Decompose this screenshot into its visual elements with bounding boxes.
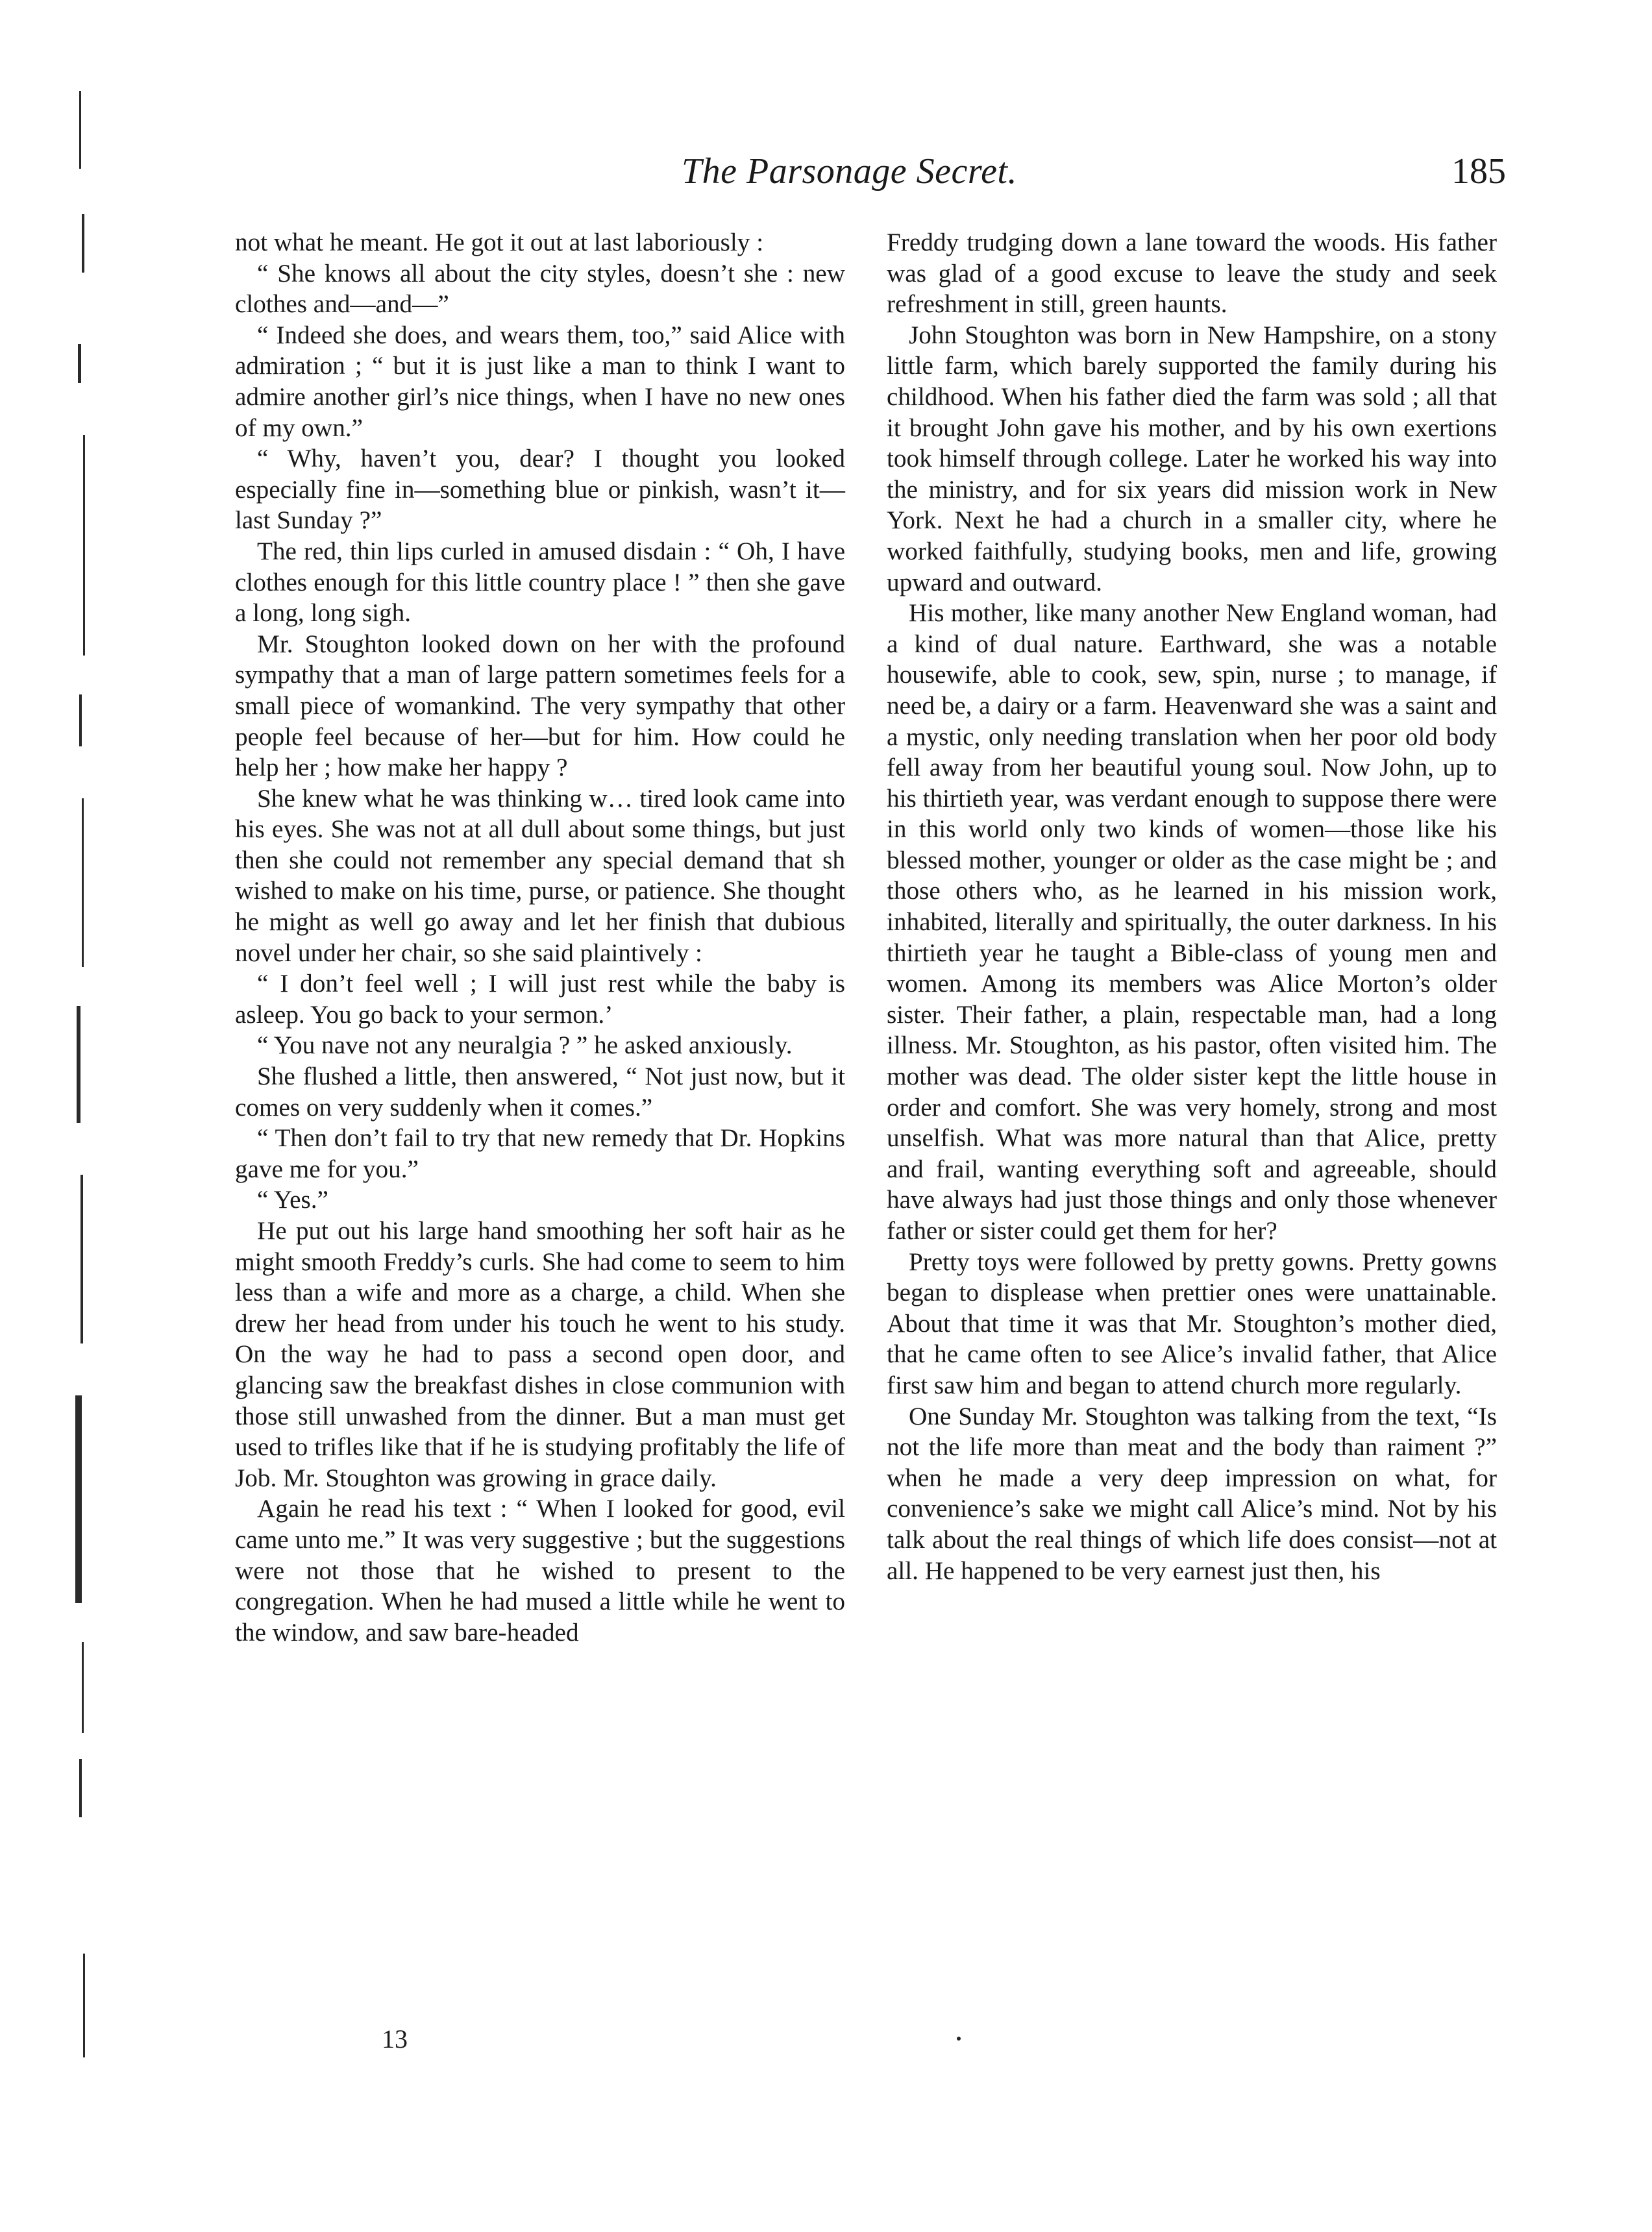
paragraph: “ She knows all about the city styles, doesn’t she : new clothes and—and—” (235, 259, 845, 319)
paragraph: “ You nave not any neuralgia ? ” he asked anxiously. (257, 1031, 793, 1060)
paragraph: She knew what he was thinking w… tired look came into his eyes. She was not at all dull about some things, but just then she could not remember any special demand that sh wished to make on his time, purse, or patience. She thought he might as well go away and let her finish that dubious novel under her chair, so she said plaintively : (235, 784, 845, 967)
paragraph: “ I don’t feel well ; I will just rest while the baby is asleep. You go back to your sermon.’ (235, 970, 845, 1029)
paragraph: Freddy trudging down a lane toward the woods. His father was glad of a good excuse to leave the study and seek refreshment in still, green haunts. (887, 228, 1497, 319)
binding-edge-marks (60, 71, 112, 2135)
right-column (887, 227, 1497, 1586)
page-number: 185 (1451, 151, 1506, 191)
paragraph: “ Then don’t fail to try that new remedy that Dr. Hopkins gave me for you.” (235, 1124, 845, 1183)
paragraph: Mr. Stoughton looked down on her with the profound sympathy that a man of large pattern sometimes feels for a small piece of womankind. The very sympathy that other people feel because of her—but for him. How could he help her ; how make her happy ? (235, 630, 845, 782)
paragraph: “ Why, haven’t you, dear? I thought you looked especially fine in—something blue or pinkish, wasn’t it—last Sunday ?” (235, 445, 845, 535)
print-speck (957, 2037, 961, 2041)
paragraph: not what he meant. He got it out at last laboriously : (235, 228, 764, 256)
running-head: The Parsonage Secret. (682, 151, 1017, 191)
paragraph: The red, thin lips curled in amused disdain : “ Oh, I have clothes enough for this little country place ! ” then she gave a long, long sigh. (235, 537, 845, 628)
paragraph: He put out his large hand smoothing her soft hair as he might smooth Freddy’s curls. She had come to seem to him less than a wife and more as a charge, a child. When she drew her head from under his touch he went to his study. On the way he had to pass a second open door, and glancing saw the breakfast dishes in close communion with those still unwashed from the dinner. But a man must get used to trifles like that if he is studying profitably the life of Job. Mr. Stoughton was growing in grace daily. (235, 1217, 845, 1492)
paragraph: Again he read his text : “ When I looked for good, evil came unto me.” It was very suggestive ; but the suggestions were not those that he wished to present to the congregation. When he had mused a little while he went to the window, and saw bare-headed (235, 1495, 845, 1647)
paragraph: His mother, like many another New England woman, had a kind of dual nature. Earthward, she was a notable housewife, able to cook, sew, spin, nurse ; to manage, if need be, a dairy or a farm. Heavenward she was a saint and a mystic, only needing translation when her poor old body fell away from her beautiful young soul. Now John, up to his thirtieth year, was verdant enough to suppose there were in this world only two kinds of women—those like his blessed mother, younger or older as the case might be ; and those others who, as he learned in his mission work, inhabited, literally and spiritually, the outer darkness. In his thirtieth year he taught a Bible-class of young men and women. Among its members was Alice Morton’s older sister. Their father, a plain, respectable man, had a long illness. Mr. Stoughton, as his pastor, often visited him. The mother was dead. The older sister kept the little house in order and comfort. She was very homely, strong and most unselfish. What was more natural than that Alice, pretty and frail, wanting everything soft and agreeable, should have always had just those things and only those whenever father or sister could get them for her? (887, 599, 1497, 1245)
paragraph: “ Indeed she does, and wears them, too,” said Alice with admiration ; “ but it is just like a man to think I want to admire another girl’s nice things, when I have no new ones of my own.” (235, 321, 845, 442)
left-column (235, 227, 845, 1648)
paragraph: She flushed a little, then answered, “ Not just now, but it comes on very suddenly when it comes.” (235, 1062, 845, 1122)
page-header (234, 151, 1506, 202)
signature-mark: 13 (382, 2024, 408, 2054)
paragraph: Pretty toys were followed by pretty gowns. Pretty gowns began to displease when prettier ones were unattainable. About that time it was that Mr. Stoughton’s mother died, that he came often to see Alice’s invalid father, that Alice first saw him and began to attend church more regularly. (887, 1247, 1497, 1399)
paragraph: One Sunday Mr. Stoughton was talking from the text, “Is not the life more than meat and the body than raiment ?” when he made a very deep impression on what, for convenience’s sake we might call Alice’s mind. Not by his talk about the real things of which life does consist—not at all. He happened to be very earnest just then, his (887, 1402, 1497, 1585)
paragraph: “ Yes.” (257, 1186, 328, 1214)
paragraph: John Stoughton was born in New Hampshire, on a stony little farm, which barely supported the family during his childhood. When his father died the farm was sold ; all that it brought John gave his mother, and by his own exertions took himself through college. Later he worked his way into the ministry, and for six years did mission work in New York. Next he had a church in a smaller city, where he worked faithfully, studying books, men and life, growing upward and outward. (887, 321, 1497, 596)
